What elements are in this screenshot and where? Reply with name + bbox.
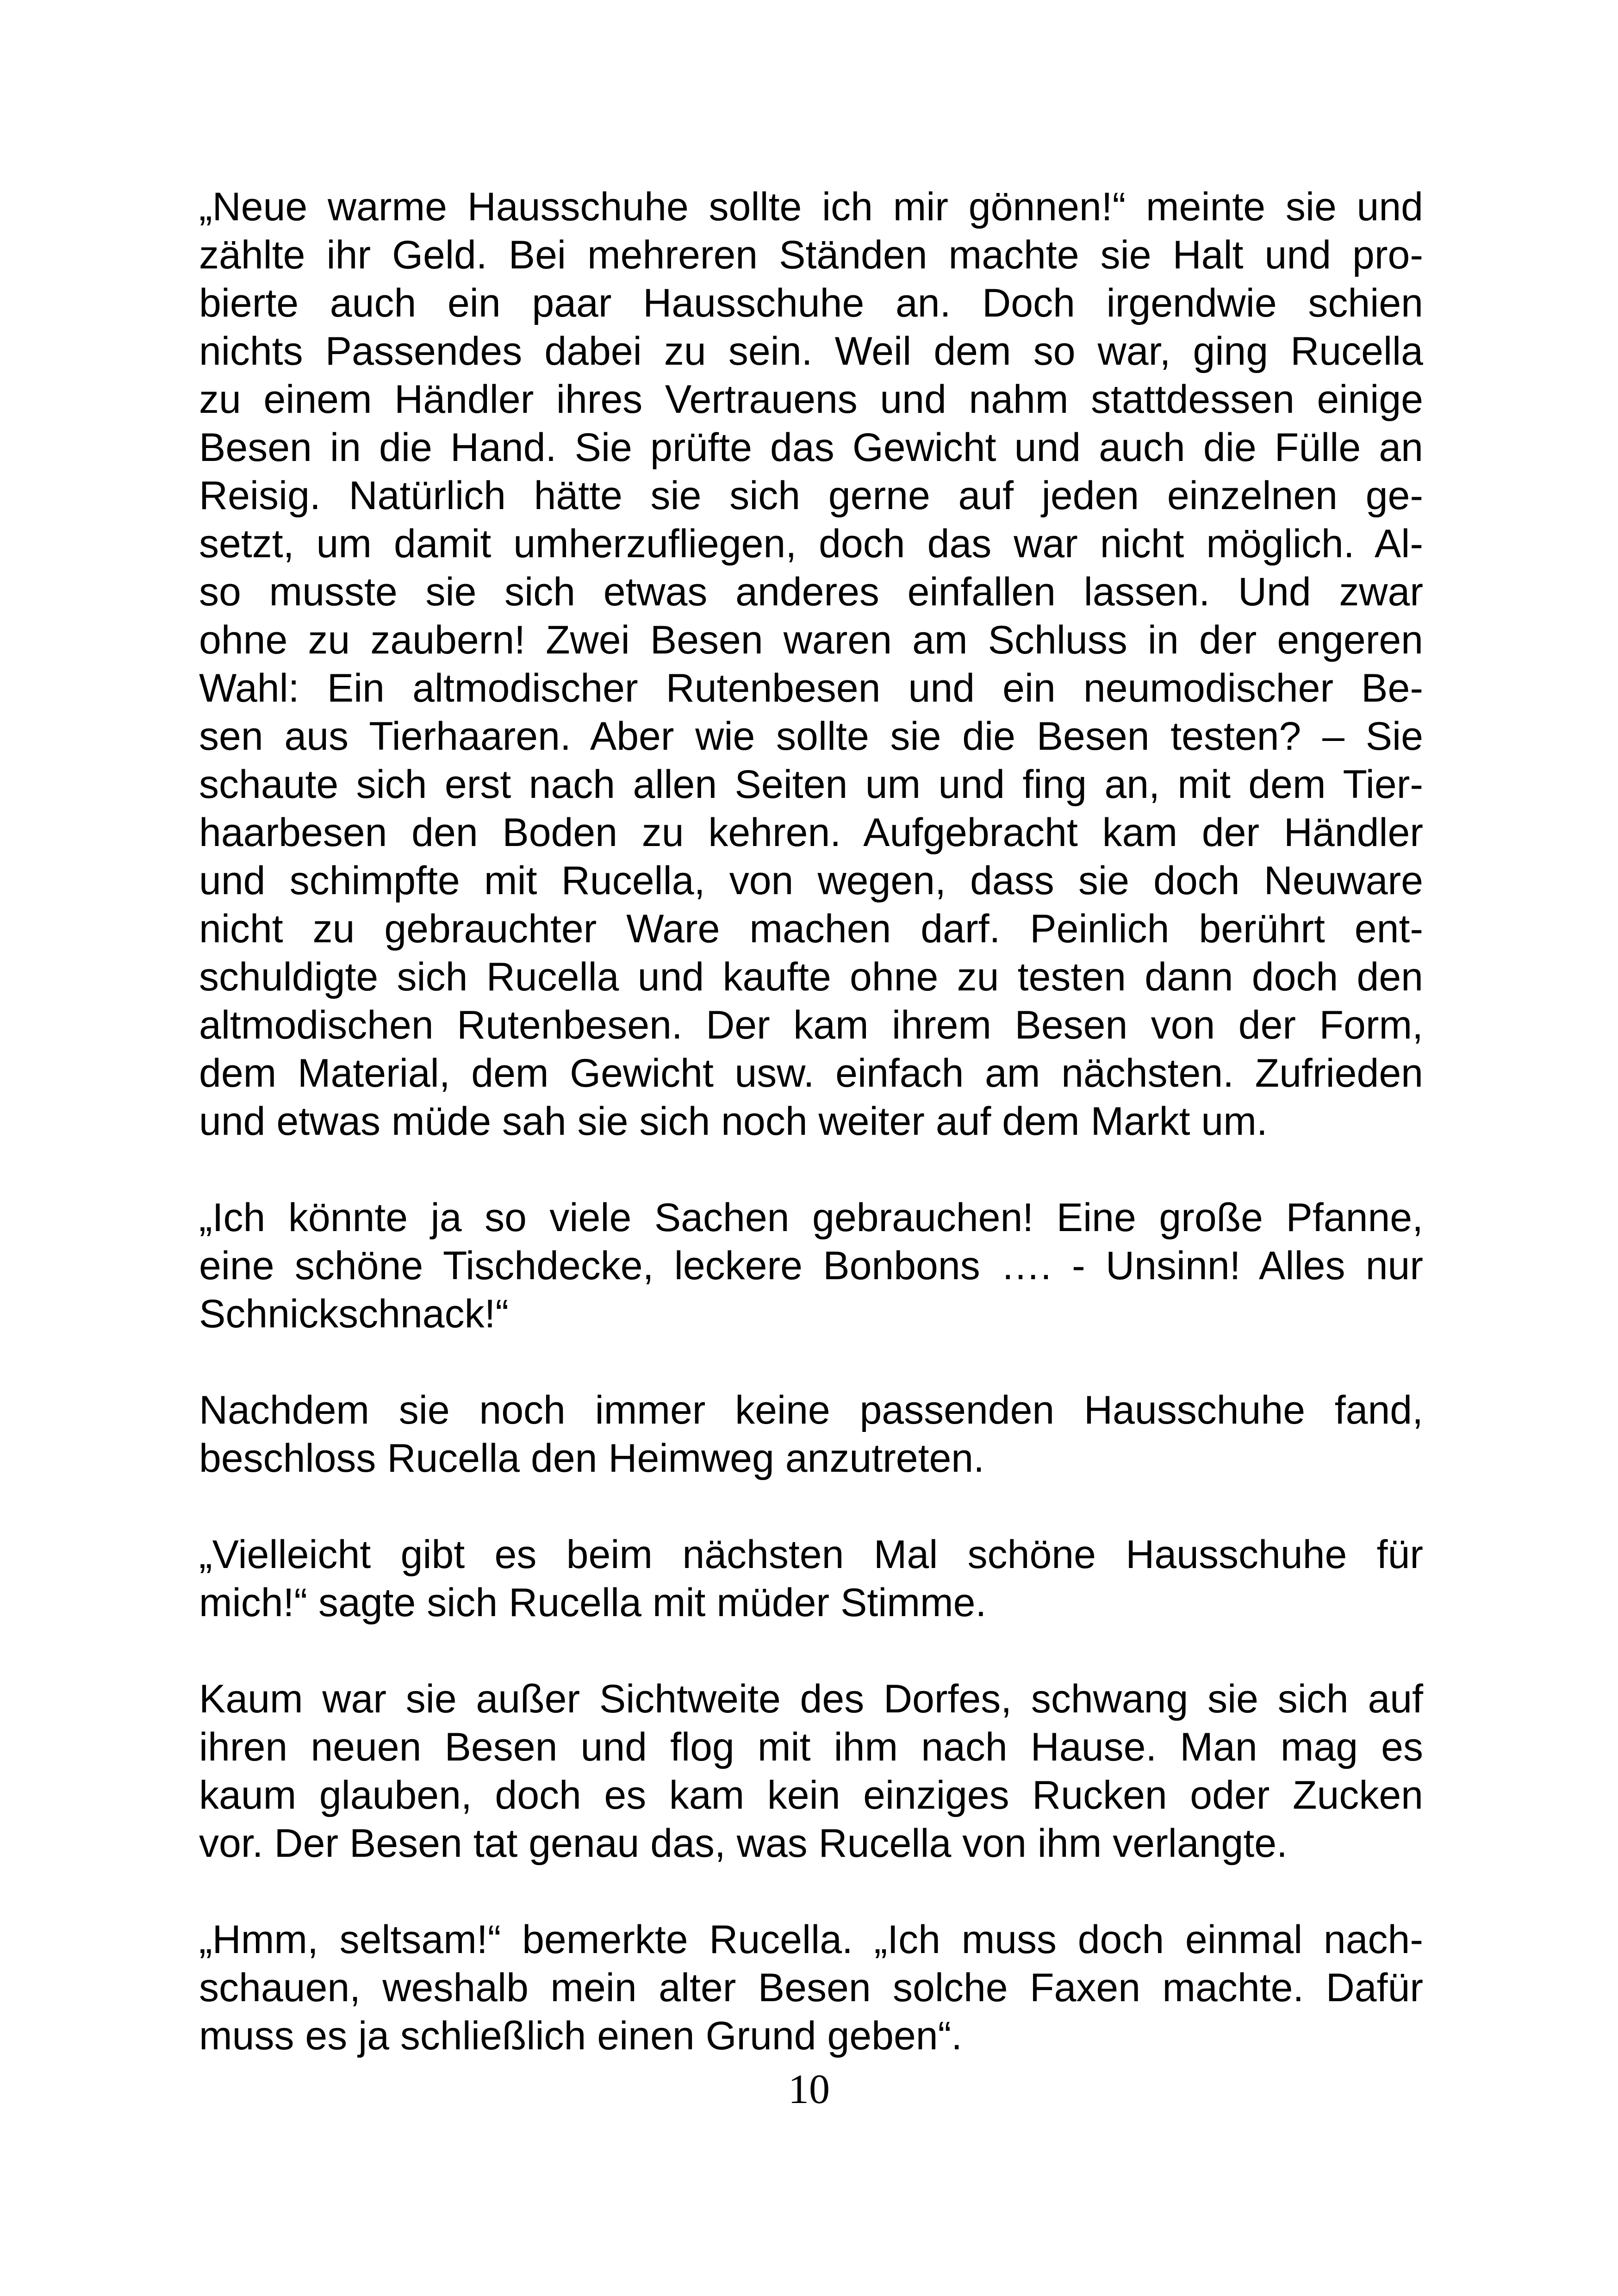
text-line: eine schöne Tischdecke, leckere Bonbons …. - Unsinn! Alles nur [199,1244,1423,1288]
text-line: bierte auch ein paar Hausschuhe an. Doch irgendwie schien [199,281,1423,325]
text-line: zu einem Händler ihres Vertrauens und nahm stattdessen einige [199,377,1423,422]
text-line: schaute sich erst nach allen Seiten um und fing an, mit dem Tier- [199,762,1423,807]
text-line: mich!“ sagte sich Rucella mit müder Stimme. [199,1580,987,1625]
page-number: 10 [788,2066,830,2112]
text-line: „Ich könnte ja so viele Sachen gebrauchen! Eine große Pfanne, [199,1195,1423,1240]
paragraph [199,183,1423,1145]
text-line: Nachdem sie noch immer keine passenden Hausschuhe fand, [199,1388,1423,1432]
text-line: „Vielleicht gibt es beim nächsten Mal schöne Hausschuhe für [199,1532,1423,1577]
text-line: kaum glauben, doch es kam kein einziges Rucken oder Zucken [199,1773,1423,1817]
text-line: ohne zu zaubern! Zwei Besen waren am Schluss in der engeren [199,618,1423,662]
text-line: dem Material, dem Gewicht usw. einfach am nächsten. Zufrieden [199,1051,1423,1095]
text-line: Kaum war sie außer Sichtweite des Dorfes, schwang sie sich auf [199,1677,1423,1721]
text-line: schauen, weshalb mein alter Besen solche Faxen machte. Dafür [199,1966,1423,2010]
paragraph [199,1531,1423,1627]
text-line: Reisig. Natürlich hätte sie sich gerne auf jeden einzelnen ge- [199,473,1423,518]
text-line: vor. Der Besen tat genau das, was Rucella von ihm verlangte. [199,1821,1288,1866]
text-line: Wahl: Ein altmodischer Rutenbesen und ein neumodischer Be- [199,666,1423,710]
text-line: muss es ja schließlich einen Grund geben“. [199,2014,963,2058]
text-line: zählte ihr Geld. Bei mehreren Ständen machte sie Halt und pro- [199,233,1423,277]
text-line: haarbesen den Boden zu kehren. Aufgebracht kam der Händler [199,810,1423,855]
text-line: Besen in die Hand. Sie prüfte das Gewicht und auch die Fülle an [199,425,1423,470]
text-line: „Neue warme Hausschuhe sollte ich mir gönnen!“ meinte sie und [199,185,1423,229]
text-line: ihren neuen Besen und flog mit ihm nach Hause. Man mag es [199,1725,1423,1769]
text-line: nichts Passendes dabei zu sein. Weil dem so war, ging Rucella [199,329,1423,373]
text-line: altmodischen Rutenbesen. Der kam ihrem Besen von der Form, [199,1003,1423,1047]
paragraph [199,1675,1423,1867]
body-text [199,183,1423,2060]
text-line: nicht zu gebrauchter Ware machen darf. Peinlich berührt ent- [199,907,1423,951]
paragraph [199,1386,1423,1482]
text-line: schuldigte sich Rucella und kaufte ohne zu testen dann doch den [199,955,1423,999]
text-line: so musste sie sich etwas anderes einfallen lassen. Und zwar [199,570,1423,614]
paragraph [199,1194,1423,1338]
text-line: setzt, um damit umherzufliegen, doch das war nicht möglich. Al- [199,522,1423,566]
text-line: und etwas müde sah sie sich noch weiter auf dem Markt um. [199,1099,1268,1144]
text-line: Schnickschnack!“ [199,1292,509,1336]
text-line: sen aus Tierhaaren. Aber wie sollte sie die Besen testen? – Sie [199,714,1423,759]
paragraph [199,1916,1423,2060]
text-line: und schimpfte mit Rucella, von wegen, dass sie doch Neuware [199,859,1423,903]
text-line: beschloss Rucella den Heimweg anzutreten. [199,1436,985,1481]
text-line: „Hmm, seltsam!“ bemerkte Rucella. „Ich muss doch einmal nach- [199,1917,1423,1962]
